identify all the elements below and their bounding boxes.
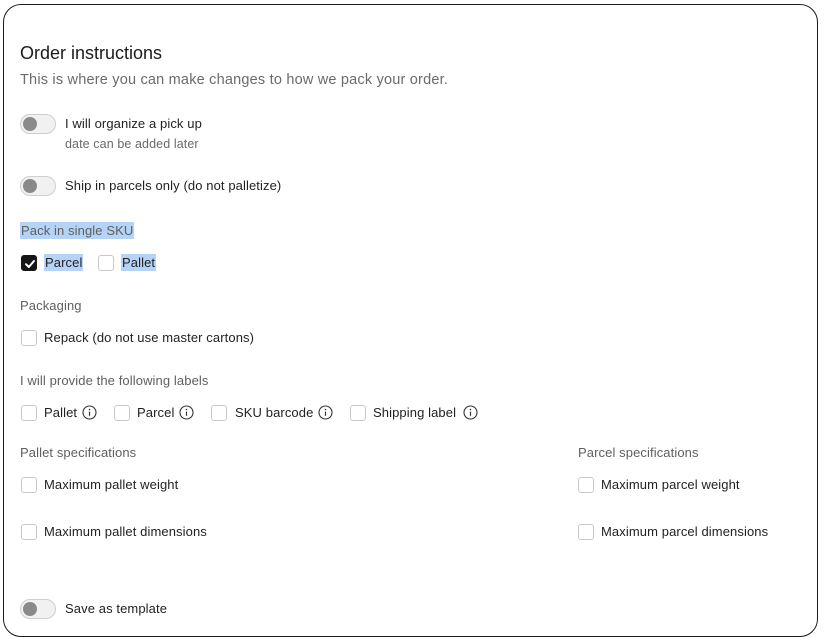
label-parcel-checkbox[interactable] [114, 405, 130, 421]
repack-label: Repack (do not use master cartons) [44, 330, 255, 345]
check-icon [24, 258, 36, 270]
single-sku-pallet-label: Pallet [122, 255, 156, 270]
pickup-hint: date can be added later [65, 137, 199, 151]
page-subtitle: This is where you can make changes to how we pack your order. [20, 72, 449, 88]
pickup-toggle[interactable] [20, 114, 56, 134]
toggle-knob [23, 179, 37, 193]
parcels-only-toggle[interactable] [20, 176, 56, 196]
parcels-only-label: Ship in parcels only (do not palletize) [65, 178, 282, 193]
toggle-knob [23, 602, 37, 616]
label-sku-barcode-checkbox[interactable] [211, 405, 227, 421]
parcel-specs-heading: Parcel specifications [578, 445, 699, 460]
max-parcel-weight-checkbox[interactable] [578, 477, 594, 493]
save-template-label: Save as template [65, 601, 168, 616]
pallet-specs-heading: Pallet specifications [20, 445, 137, 460]
single-sku-parcel-checkbox[interactable] [21, 255, 37, 271]
label-shipping-label-label: Shipping label [373, 405, 457, 420]
info-icon[interactable] [463, 405, 478, 420]
label-pallet-label: Pallet [44, 405, 78, 420]
labels-heading: I will provide the following labels [20, 373, 209, 388]
max-pallet-weight-checkbox[interactable] [21, 477, 37, 493]
max-pallet-dimensions-label: Maximum pallet dimensions [44, 524, 207, 539]
packaging-heading: Packaging [20, 298, 82, 313]
repack-checkbox[interactable] [21, 330, 37, 346]
order-instructions-card [3, 4, 818, 637]
label-pallet-checkbox[interactable] [21, 405, 37, 421]
single-sku-parcel-label: Parcel [45, 255, 83, 270]
max-pallet-weight-label: Maximum pallet weight [44, 477, 179, 492]
toggle-knob [23, 117, 37, 131]
page-title: Order instructions [20, 43, 163, 63]
single-sku-pallet-checkbox[interactable] [98, 255, 114, 271]
info-icon[interactable] [179, 405, 194, 420]
info-icon[interactable] [82, 405, 97, 420]
info-icon[interactable] [318, 405, 333, 420]
label-parcel-label: Parcel [137, 405, 175, 420]
max-pallet-dimensions-checkbox[interactable] [21, 524, 37, 540]
label-sku-barcode-label: SKU barcode [235, 405, 314, 420]
label-shipping-label-checkbox[interactable] [350, 405, 366, 421]
max-parcel-dimensions-checkbox[interactable] [578, 524, 594, 540]
max-parcel-weight-label: Maximum parcel weight [601, 477, 740, 492]
save-template-toggle[interactable] [20, 599, 56, 619]
pickup-label: I will organize a pick up [65, 116, 202, 131]
max-parcel-dimensions-label: Maximum parcel dimensions [601, 524, 769, 539]
single-sku-heading: Pack in single SKU [21, 223, 134, 238]
